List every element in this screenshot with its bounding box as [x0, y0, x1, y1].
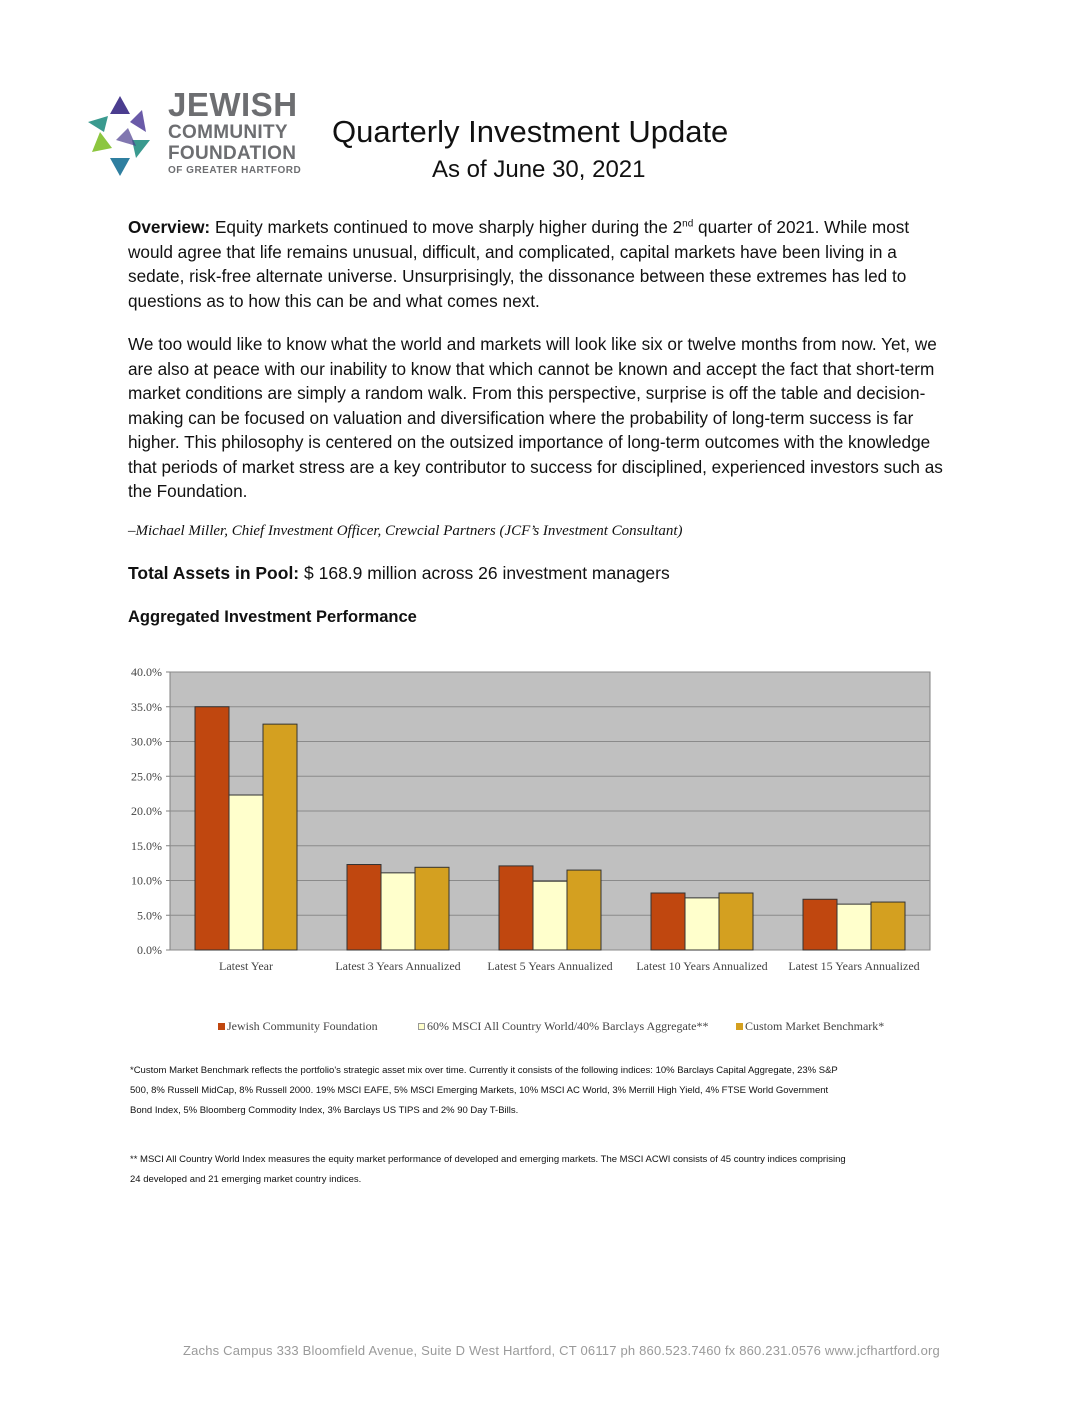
- y-tick-label: 10.0%: [131, 873, 162, 888]
- total-assets-value: $ 168.9 million across 26 investment managers: [299, 563, 670, 583]
- overview-text-a: Equity markets continued to move sharply higher during the 2: [214, 217, 683, 237]
- bar: [871, 902, 905, 950]
- bar: [651, 893, 685, 950]
- y-tick-label: 20.0%: [131, 804, 162, 818]
- bar: [567, 870, 601, 950]
- bar: [533, 881, 567, 950]
- msci-footnote: ** MSCI All Country World Index measures the equity market performance of developed and emerging markets. The MSCI ACWI consists of 45 country indices comprising 24 developed and 21 emerging market country indices.: [130, 1154, 846, 1185]
- total-assets: [128, 563, 670, 584]
- logo-line-1: JEWISH: [168, 86, 298, 123]
- x-tick-label: Latest 5 Years Annualized: [487, 959, 613, 973]
- legend-swatch-benchmark: [736, 1023, 743, 1030]
- legend-swatch-msci: [418, 1023, 425, 1030]
- y-tick-label: 25.0%: [131, 769, 162, 784]
- overview-label: Overview:: [128, 217, 211, 237]
- bar: [381, 873, 415, 950]
- x-tick-label: Latest Year: [219, 959, 273, 973]
- logo-line-4: OF GREATER HARTFORD: [168, 165, 302, 176]
- x-tick-label: Latest 10 Years Annualized: [636, 959, 768, 973]
- legend-label-benchmark: Custom Market Benchmark*: [745, 1019, 885, 1033]
- legend-label-jcf: Jewish Community Foundation: [227, 1019, 378, 1033]
- page-title: Quarterly Investment Update: [332, 114, 729, 149]
- overview-sup: nd: [682, 218, 694, 230]
- legend-item-jcf: [218, 1019, 378, 1034]
- page-subtitle: As of June 30, 2021: [432, 156, 646, 183]
- star-logo-icon: [80, 88, 160, 188]
- legend-swatch-jcf: [218, 1023, 225, 1030]
- philosophy-paragraph: We too would like to know what the world and markets will look like six or twelve months from now. Yet, we are also at peace with our inability to know that which cannot be known and accept the fact that short-term market conditions are simply a random walk. From this perspective, surprise is off the table and decision-making can be focused on valuation and diversification where the probability of long-term success is far higher. This philosophy is centered on the outsized importance of long-term outcomes with the knowledge that periods of market stress are a key contributor to success for disciplined, experienced investors such as the Foundation.: [128, 334, 943, 501]
- attribution-quote: –Michael Miller, Chief Investment Officer, Crewcial Partners (JCF’s Investment Consultant): [128, 523, 683, 539]
- y-tick-label: 5.0%: [137, 908, 162, 923]
- y-tick-label: 15.0%: [131, 838, 162, 853]
- bar: [719, 893, 753, 950]
- logo-wordmark: [168, 88, 301, 178]
- y-tick-label: 40.0%: [131, 665, 162, 679]
- y-tick-label: 0.0%: [137, 943, 162, 957]
- bar: [263, 724, 297, 950]
- bar: [415, 867, 449, 950]
- bar: [803, 899, 837, 950]
- legend-label-msci: 60% MSCI All Country World/40% Barclays Aggregate**: [427, 1019, 709, 1033]
- y-tick-label: 35.0%: [131, 699, 162, 714]
- x-tick-label: Latest 15 Years Annualized: [788, 959, 920, 973]
- x-tick-label: Latest 3 Years Annualized: [335, 959, 461, 973]
- performance-bar-chart: [100, 660, 950, 990]
- bar: [229, 795, 263, 950]
- logo-line-3: FOUNDATION: [168, 143, 297, 164]
- total-assets-label: Total Assets in Pool:: [128, 563, 300, 583]
- overview-text-b: quarter of 2021. While most would agree that life remains unusual, difficult, and complicated, capital markets have been living in a sedate, risk-free alternate universe. Unsurprisingly, the dissonance between these extremes has led to questions as to how this can be and what comes next.: [128, 217, 910, 311]
- y-tick-label: 30.0%: [131, 734, 162, 749]
- foundation-logo: [80, 88, 310, 188]
- bar: [499, 866, 533, 950]
- legend-item-msci: [418, 1019, 708, 1034]
- section-title: Aggregated Investment Performance: [128, 608, 417, 626]
- logo-line-2: COMMUNITY: [168, 122, 288, 143]
- address-footer: Zachs Campus 333 Bloomfield Avenue, Suite D West Hartford, CT 06117 ph 860.523.7460 fx 860.231.0576 www.jcfhartford.org: [182, 1343, 940, 1358]
- legend-item-benchmark: [736, 1019, 884, 1034]
- bar: [347, 865, 381, 950]
- benchmark-footnote: *Custom Market Benchmark reflects the portfolio's strategic asset mix over time. Currently it consists of the following indices: 10% Barclays Capital Aggregate, 23% S&P 500, 8% Russell MidCap, 8% Russell 2000. 19% MSCI EAFE, 5% MSCI Emerging Markets, 10% MSCI AC World, 3% Merrill High Yield, 4% FTSE World Government Bond Index, 5% Bloomberg Commodity Index, 3% Barclays US TIPS and 2% 90 Day T-Bills.: [130, 1065, 838, 1116]
- overview-paragraph: [128, 215, 948, 313]
- bar: [195, 707, 229, 950]
- bar: [837, 904, 871, 950]
- bar: [685, 898, 719, 950]
